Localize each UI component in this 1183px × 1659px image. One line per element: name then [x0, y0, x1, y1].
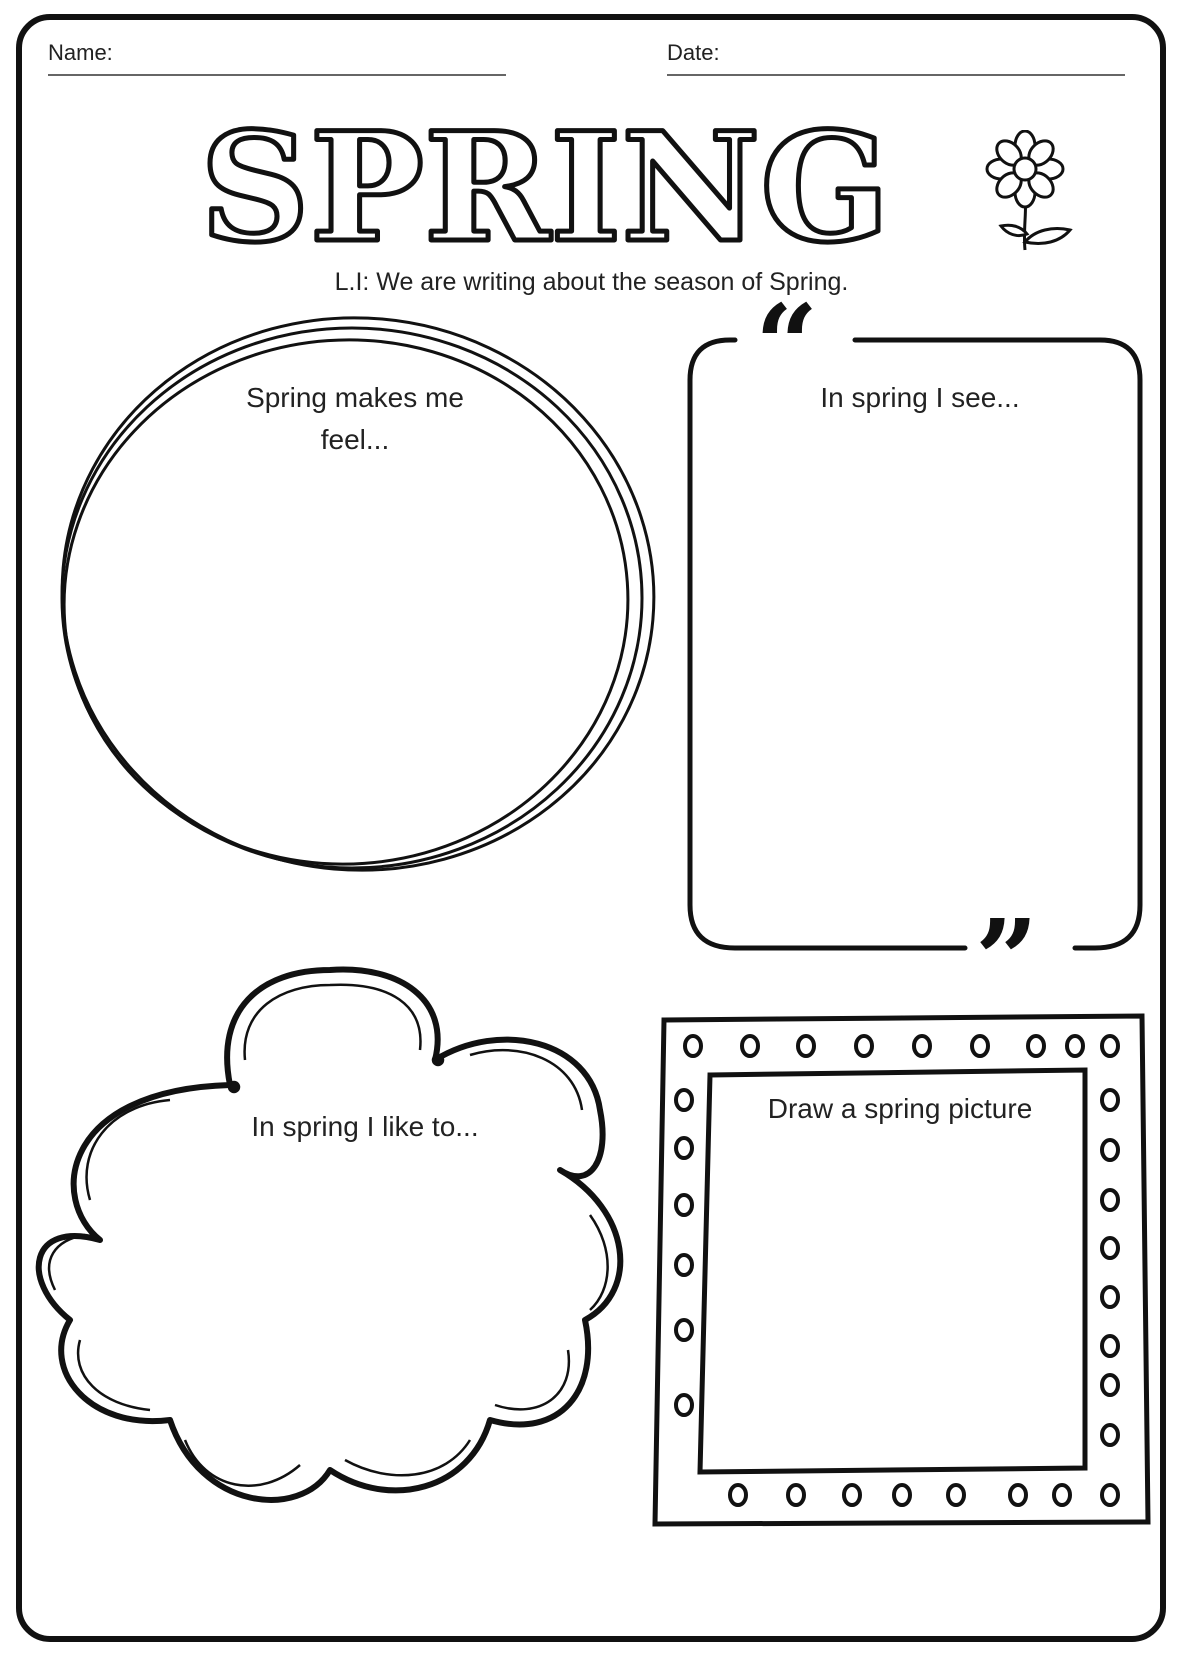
- open-quote-icon: “: [755, 280, 819, 409]
- frame-dot: [894, 1485, 910, 1505]
- frame-dot: [1102, 1375, 1118, 1395]
- frame-dot: [1102, 1238, 1118, 1258]
- see-prompt: In spring I see...: [820, 382, 1020, 413]
- frame-dot: [1102, 1036, 1118, 1056]
- frame-dot: [788, 1485, 804, 1505]
- title-text: SPRING: [200, 100, 890, 270]
- frame-dot: [914, 1036, 930, 1056]
- frame-dot: [948, 1485, 964, 1505]
- frame-dot: [1028, 1036, 1044, 1056]
- frame-dot: [676, 1320, 692, 1340]
- frame-dot: [1102, 1140, 1118, 1160]
- frame-dot: [972, 1036, 988, 1056]
- frame-dot: [1102, 1336, 1118, 1356]
- see-writing-area[interactable]: [710, 430, 1120, 920]
- frame-dot: [844, 1485, 860, 1505]
- learning-intention: L.I: We are writing about the season of Spring.: [334, 268, 849, 296]
- frame-dot: [1010, 1485, 1026, 1505]
- like-prompt: In spring I like to...: [251, 1111, 479, 1142]
- frame-dot: [676, 1090, 692, 1110]
- frame-dot: [730, 1485, 746, 1505]
- frame-dot: [798, 1036, 814, 1056]
- frame-dot: [676, 1395, 692, 1415]
- feel-prompt: Spring makes me feel...: [246, 382, 464, 455]
- draw-prompt: Draw a spring picture: [767, 1093, 1033, 1124]
- feel-writing-area[interactable]: [110, 460, 590, 800]
- close-quote-icon: ”: [975, 895, 1039, 1024]
- date-label: Date:: [667, 40, 720, 65]
- frame-dot: [676, 1195, 692, 1215]
- frame-dot: [1054, 1485, 1070, 1505]
- frame-dot: [685, 1036, 701, 1056]
- frame-dot: [676, 1255, 692, 1275]
- frame-dot: [1102, 1190, 1118, 1210]
- frame-dot: [676, 1138, 692, 1158]
- frame-dot: [1102, 1425, 1118, 1445]
- frame-dot: [742, 1036, 758, 1056]
- frame-dot: [1102, 1485, 1118, 1505]
- frame-dot: [856, 1036, 872, 1056]
- name-label: Name:: [48, 40, 113, 65]
- frame-dot: [1067, 1036, 1083, 1056]
- frame-dot: [1102, 1287, 1118, 1307]
- draw-area[interactable]: [720, 1130, 1075, 1460]
- like-writing-area[interactable]: [100, 1150, 570, 1410]
- frame-dot: [1102, 1090, 1118, 1110]
